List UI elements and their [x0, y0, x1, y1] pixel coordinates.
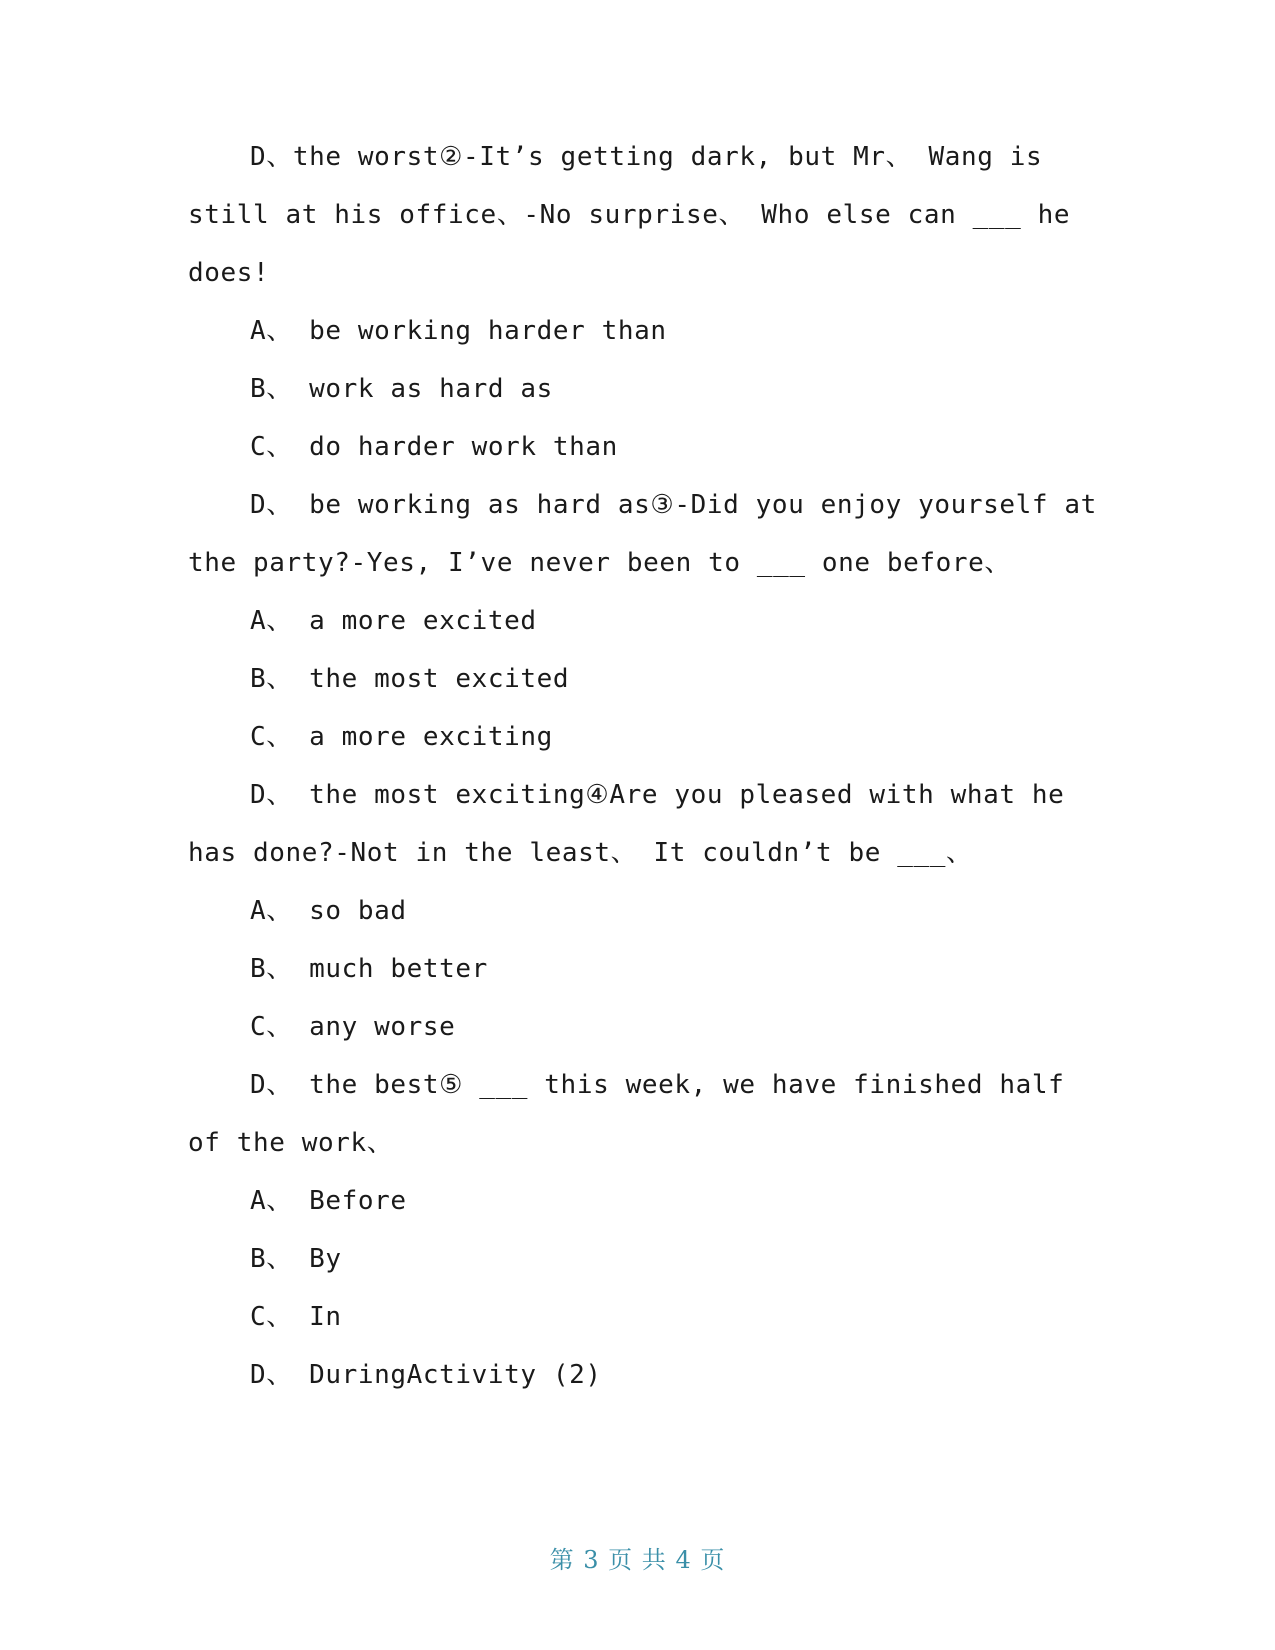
option-line: C、 any worse [250, 1012, 456, 1042]
option-line: B、 work as hard as [250, 374, 553, 404]
option-line: A、 Before [250, 1186, 407, 1216]
option-line: B、 the most excited [250, 664, 570, 694]
page-footer: 第 3 页 共 4 页 [549, 1546, 726, 1574]
option-line: A、 a more excited [250, 606, 537, 636]
option-line: D、 be working as hard as③-Did you enjoy yourself at [250, 490, 1097, 520]
option-line: C、 do harder work than [250, 432, 618, 462]
text-line: has done?-Not in the least、 It couldn’t be ___、 [188, 838, 973, 868]
text-line: does! [188, 258, 270, 288]
option-line: B、 By [250, 1244, 342, 1274]
option-line: C、 In [250, 1302, 342, 1332]
text-line: D、the worst②-It’s getting dark, but Mr、 Wang is [250, 142, 1043, 172]
option-line: A、 so bad [250, 896, 407, 926]
option-line: D、 the best⑤ ___ this week, we have finished half [250, 1070, 1065, 1100]
text-line: the party?-Yes, I’ve never been to ___ one before、 [188, 548, 1012, 578]
option-line: A、 be working harder than [250, 316, 667, 346]
text-line: still at his office、-No surprise、 Who else can ___ he [188, 200, 1071, 230]
option-line: B、 much better [250, 954, 488, 984]
option-line: C、 a more exciting [250, 722, 553, 752]
option-line: D、 the most exciting④Are you pleased with what he [250, 780, 1065, 810]
text-line: of the work、 [188, 1128, 394, 1158]
option-line: D、 DuringActivity (2) [250, 1360, 602, 1390]
